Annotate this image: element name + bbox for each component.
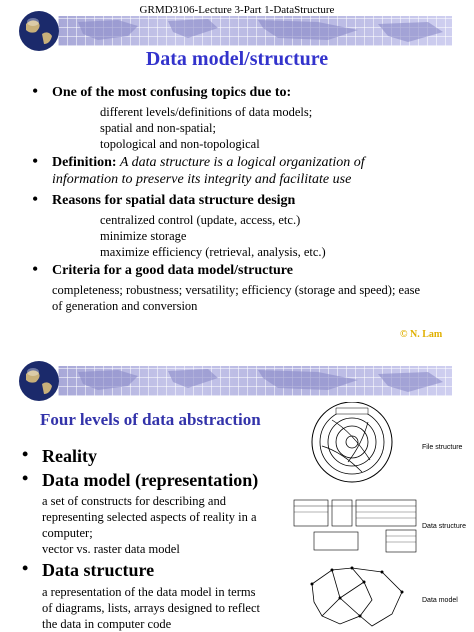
world-map-icon: [58, 366, 452, 396]
banner-world-map: [58, 16, 452, 46]
bullet-data-structure: • Data structure: [22, 558, 155, 580]
data-structure-tables: [294, 500, 416, 552]
bullet-definition: • Definition: A data structure is a logical organization of: [32, 151, 365, 171]
sub-item: a representation of the data model in terms: [42, 585, 256, 599]
file-structure-label: File structure: [422, 444, 463, 451]
data-structure-label: Data structure: [422, 523, 466, 530]
sub-item: centralized control (update, access, etc.): [100, 213, 301, 227]
bullet-reasons: • Reasons for spatial data structure design: [32, 189, 296, 209]
globe-icon: [18, 10, 60, 52]
credit-label: © N. Lam: [400, 329, 443, 340]
sub-item: maximize efficiency (retrieval, analysis, etc.): [100, 245, 326, 259]
sub-item: completeness; robustness; versatility; efficiency (storage and speed); ease: [52, 283, 421, 297]
sub-item: a set of constructs for describing and: [42, 494, 226, 508]
sub-item: different levels/definitions of data models;: [100, 105, 313, 119]
bullet-data-model: • Data model (representation): [22, 468, 259, 490]
sub-item: vector vs. raster data model: [42, 542, 180, 556]
sub-item: computer;: [42, 526, 93, 540]
world-map-icon: [58, 16, 452, 46]
sub-item: of diagrams, lists, arrays designed to reflect: [42, 601, 260, 615]
sub-item: representing selected aspects of reality in a: [42, 510, 257, 524]
definition-continued: information to preserve its integrity and facilitate use: [52, 172, 352, 187]
sub-item: minimize storage: [100, 229, 187, 243]
globe-icon: [18, 360, 60, 402]
data-model-polygons: [311, 567, 404, 627]
sub-item: of generation and conversion: [52, 299, 198, 313]
file-structure-disk: [312, 402, 392, 482]
bullet-reality: • Reality: [22, 444, 97, 466]
slide-1: [0, 16, 474, 362]
bullet-confusing-topics: • One of the most confusing topics due to:: [32, 81, 292, 101]
slide-2: [0, 366, 474, 632]
document-header-title: GRMD3106-Lecture 3-Part 1-DataStructure: [139, 4, 335, 16]
sub-item: topological and non-topological: [100, 137, 260, 151]
banner-world-map: [58, 366, 452, 396]
data-model-label: Data model: [422, 597, 458, 604]
bullet-criteria: • Criteria for a good data model/structure: [32, 259, 293, 279]
slide-2-title: Four levels of data abstraction: [40, 410, 261, 429]
sub-item: the data in computer code: [42, 617, 172, 631]
slide-1-title: Data model/structure: [145, 48, 329, 70]
sub-item: spatial and non-spatial;: [100, 121, 216, 135]
